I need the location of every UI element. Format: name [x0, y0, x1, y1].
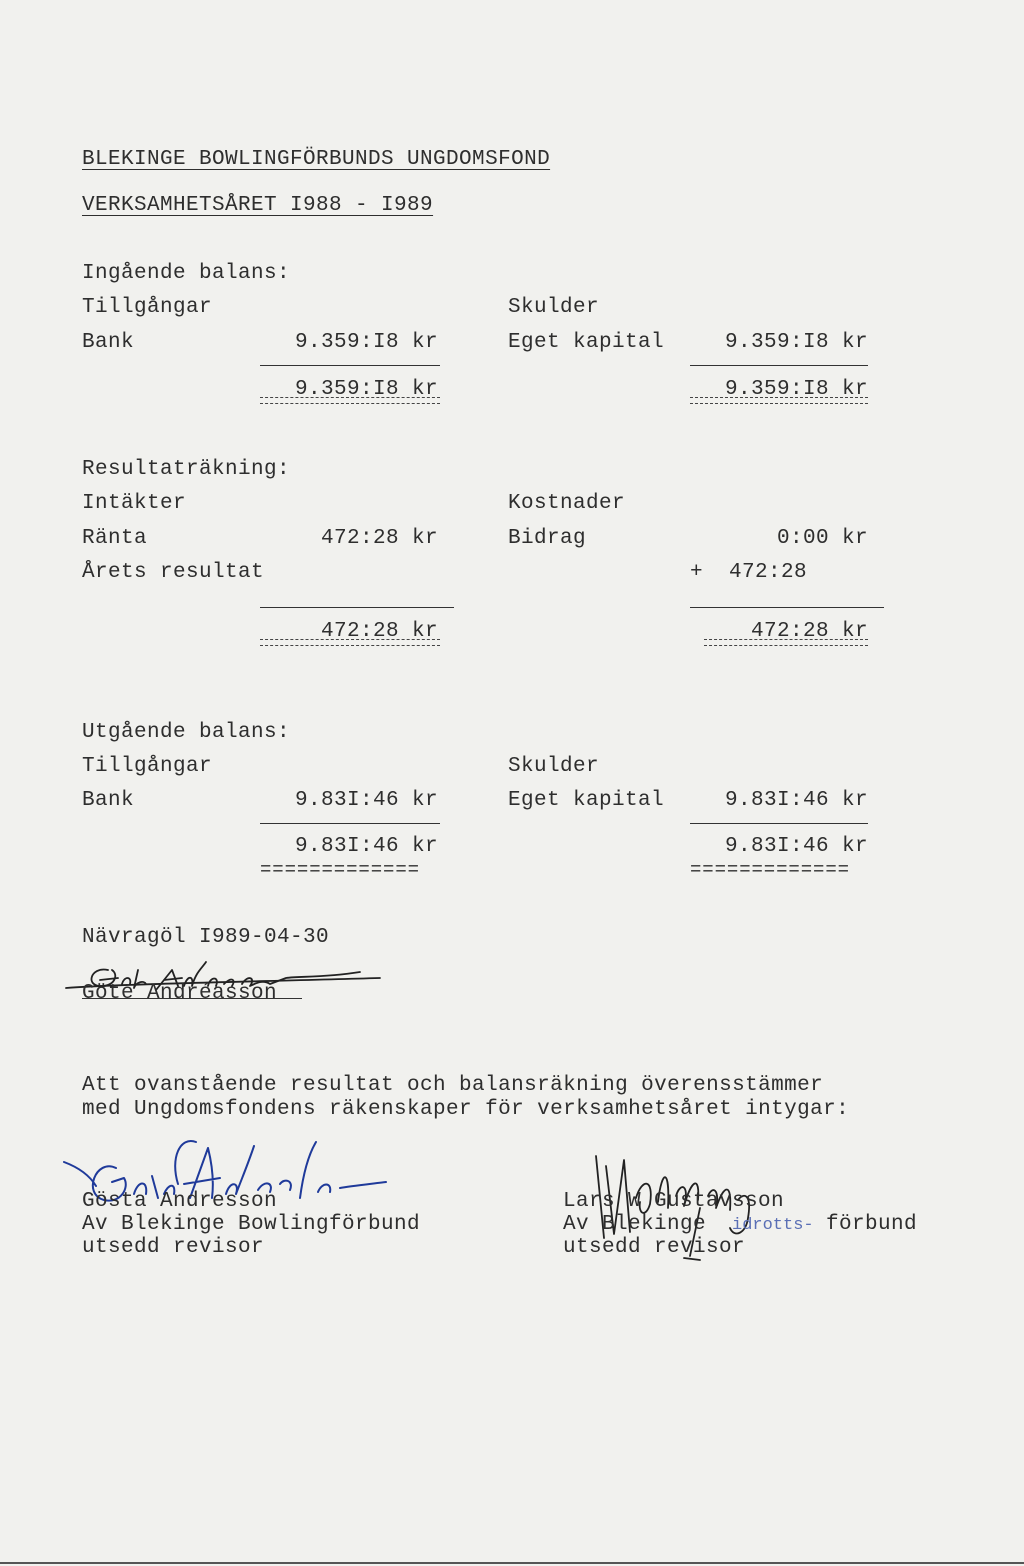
- auditor-right-org-suffix: förbund: [826, 1213, 918, 1236]
- scan-bottom-edge: [0, 1562, 1024, 1564]
- auditor-right-role: utsedd revisor: [563, 1236, 746, 1259]
- year-result-label: Årets resultat: [82, 561, 265, 584]
- costs-label: Kostnader: [508, 492, 626, 515]
- closing-assets-total: 9.83I:46 kr: [294, 835, 438, 858]
- closing-assets-equals-rule: =============: [260, 859, 420, 881]
- opening-liabilities-label: Skulder: [508, 296, 600, 319]
- closing-liabilities-total: 9.83I:46 kr: [724, 835, 868, 858]
- opening-equity-label: Eget kapital: [508, 331, 665, 354]
- attest-line-2: med Ungdomsfondens räkenskaper för verksamhetsåret intygar:: [82, 1098, 850, 1121]
- closing-liabilities-equals-rule: =============: [690, 859, 850, 881]
- closing-assets-sum-line: [260, 823, 440, 824]
- result-heading: Resultaträkning:: [82, 458, 291, 481]
- costs-total: 472:28 kr: [750, 620, 868, 643]
- closing-assets-label: Tillgångar: [82, 755, 213, 778]
- interest-value: 472:28 kr: [320, 527, 438, 550]
- closing-liabilities-label: Skulder: [508, 755, 600, 778]
- year-result-value: + 472:28: [690, 561, 808, 584]
- opening-assets-double-rule: [260, 397, 440, 404]
- closing-equity-value: 9.83I:46 kr: [724, 789, 868, 812]
- costs-sum-line: [690, 607, 884, 608]
- opening-liabilities-sum-line: [690, 365, 868, 366]
- auditor-right-org-stamp: idrotts-: [732, 1216, 814, 1235]
- auditor-right-org-prefix: Av Blekinge: [563, 1213, 707, 1236]
- grant-value: 0:00 kr: [776, 527, 868, 550]
- place-date: Nävragöl I989-04-30: [82, 926, 330, 949]
- closing-balance-heading: Utgående balans:: [82, 721, 291, 744]
- opening-liabilities-total: 9.359:I8 kr: [724, 378, 868, 401]
- grant-label: Bidrag: [508, 527, 587, 550]
- auditor-left-role: utsedd revisor: [82, 1236, 265, 1259]
- opening-liabilities-double-rule: [690, 397, 868, 404]
- document-title: BLEKINGE BOWLINGFÖRBUNDS UNGDOMSFOND: [82, 148, 551, 171]
- income-sum-line: [260, 607, 454, 608]
- income-label: Intäkter: [82, 492, 187, 515]
- auditor-right-name: Lars W Gustavsson: [563, 1190, 785, 1213]
- signer-1-signature-line: [82, 998, 302, 999]
- opening-assets-sum-line: [260, 365, 440, 366]
- opening-bank-value: 9.359:I8 kr: [294, 331, 438, 354]
- attest-line-1: Att ovanstående resultat och balansräkning överensstämmer: [82, 1074, 824, 1097]
- closing-bank-value: 9.83I:46 kr: [294, 789, 438, 812]
- income-double-rule: [260, 639, 440, 646]
- auditor-left-name: Gösta Andresson: [82, 1190, 278, 1213]
- opening-bank-label: Bank: [82, 331, 135, 354]
- fiscal-year: VERKSAMHETSÅRET I988 - I989: [82, 194, 434, 217]
- signer-1-name: Göte Andréasson: [82, 982, 278, 1005]
- income-total: 472:28 kr: [320, 620, 438, 643]
- closing-liabilities-sum-line: [690, 823, 868, 824]
- opening-assets-total: 9.359:I8 kr: [294, 378, 438, 401]
- opening-equity-value: 9.359:I8 kr: [724, 331, 868, 354]
- costs-double-rule: [704, 639, 868, 646]
- opening-balance-heading: Ingående balans:: [82, 262, 291, 285]
- opening-assets-label: Tillgångar: [82, 296, 213, 319]
- closing-equity-label: Eget kapital: [508, 789, 665, 812]
- closing-bank-label: Bank: [82, 789, 135, 812]
- auditor-left-org: Av Blekinge Bowlingförbund: [82, 1213, 421, 1236]
- interest-label: Ränta: [82, 527, 148, 550]
